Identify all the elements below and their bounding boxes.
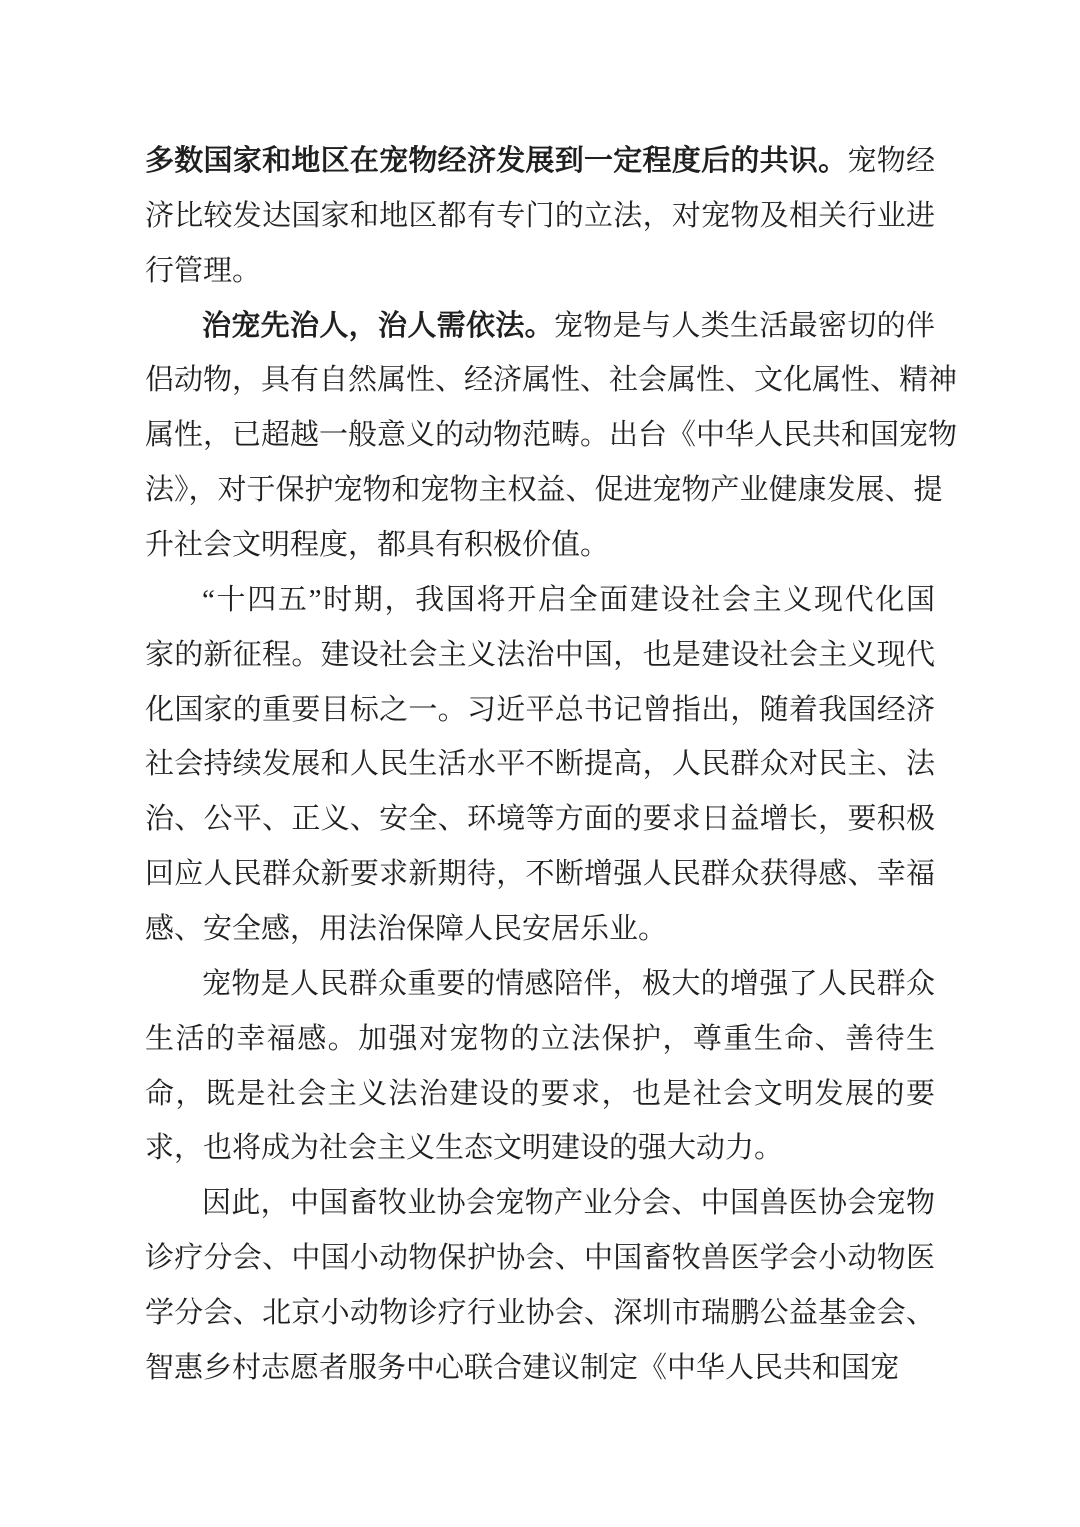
text-run: 化国家的重要目标之一。习近平总书记曾指出，随着我国经济 <box>145 693 935 726</box>
text-line <box>145 353 958 408</box>
text-run: 济比较发达国家和地区都有专门的立法，对宠物及相关行业进 <box>145 199 935 232</box>
text-run: 属性，已超越一般意义的动物范畴。出台《中华人民共和国宠物 <box>145 419 958 452</box>
text-run: 升社会文明程度，都具有积极价值。 <box>145 529 610 562</box>
text-line <box>145 134 935 189</box>
text-run: 诊疗分会、中国小动物保护协会、中国畜牧兽医学会小动物医 <box>145 1242 935 1275</box>
text-line <box>145 1231 935 1286</box>
text-line <box>145 1067 935 1122</box>
text-run: 家的新征程。建设社会主义法治中国，也是建设社会主义现代 <box>145 638 935 671</box>
text-run: 社会持续发展和人民生活水平不断提高，人民群众对民主、法 <box>145 748 935 781</box>
text-line <box>145 847 935 902</box>
text-line <box>145 737 935 792</box>
text-line <box>145 244 935 299</box>
text-run: 治、公平、正义、安全、环境等方面的要求日益增长，要积极 <box>145 803 935 836</box>
text-line <box>145 957 935 1012</box>
text-line <box>145 518 935 573</box>
text-run: 因此，中国畜牧业协会宠物产业分会、中国兽医协会宠物 <box>202 1187 935 1220</box>
text-run: 求，也将成为社会主义生态文明建设的强大动力。 <box>145 1132 784 1165</box>
text-line <box>145 792 935 847</box>
text-line <box>145 189 935 244</box>
text-run: 智惠乡村志愿者服务中心联合建议制定《中华人民共和国宠 <box>145 1351 900 1384</box>
text-line <box>145 1341 935 1396</box>
text-line <box>145 1012 935 1067</box>
text-run: 侣动物，具有自然属性、经济属性、社会属性、文化属性、精神 <box>145 364 958 397</box>
text-line <box>145 902 935 957</box>
text-line <box>145 573 935 628</box>
text-run: 法》，对于保护宠物和宠物主权益、促进宠物产业健康发展、提 <box>145 474 943 507</box>
text-run: 生活的幸福感。加强对宠物的立法保护，尊重生命、善待生 <box>145 1022 935 1055</box>
text-block <box>145 134 958 1396</box>
text-line <box>145 299 935 354</box>
text-run: 学分会、北京小动物诊疗行业协会、深圳市瑞鹏公益基金会、 <box>145 1297 935 1330</box>
text-run: 行管理。 <box>145 254 262 287</box>
text-run: 感、安全感，用法治保障人民安居乐业。 <box>145 913 668 946</box>
text-line <box>145 408 958 463</box>
text-line <box>145 1286 935 1341</box>
text-run: “十四五”时期，我国将开启全面建设社会主义现代化国 <box>202 583 935 616</box>
text-run: 宠物是与人类生活最密切的伴 <box>554 309 935 342</box>
text-line <box>145 683 935 738</box>
text-line <box>145 463 943 518</box>
bold-text-run: 多数国家和地区在宠物经济发展到一定程度后的共识。 <box>145 145 848 177</box>
text-run: 宠物是人民群众重要的情感陪伴，极大的增强了人民群众 <box>202 967 935 1000</box>
text-run: 命，既是社会主义法治建设的要求，也是社会文明发展的要 <box>145 1077 935 1110</box>
text-run: 回应人民群众新要求新期待，不断增强人民群众获得感、幸福 <box>145 858 935 891</box>
bold-text-run: 治宠先治人，治人需依法。 <box>202 309 554 342</box>
text-run: 宠物经 <box>847 145 935 177</box>
text-line <box>145 628 935 683</box>
text-line <box>145 1176 935 1231</box>
text-line <box>145 1121 935 1176</box>
